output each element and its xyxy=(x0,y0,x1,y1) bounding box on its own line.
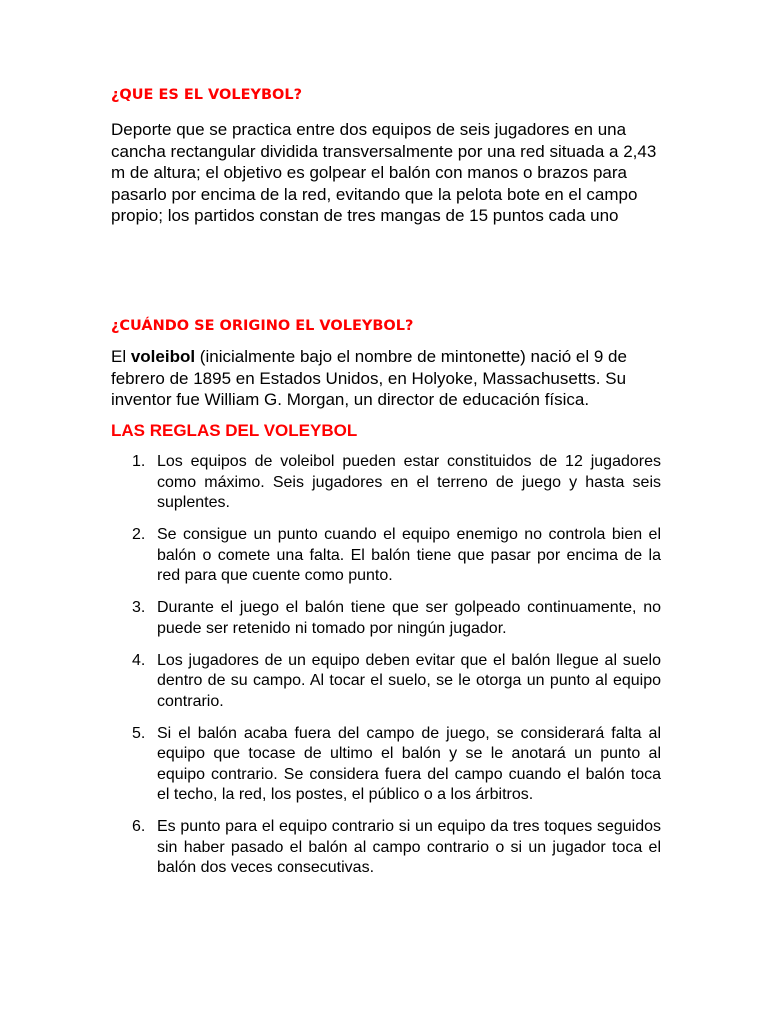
list-item xyxy=(111,525,661,587)
list-item xyxy=(111,651,661,713)
paragraph-origin-prefix: El xyxy=(111,347,131,366)
list-item-number: 2. xyxy=(132,526,146,543)
list-item-text: Los equipos de voleibol pueden estar constituidos de 12 jugadores como máximo. Seis jugadores en el terreno de juego y hasta seis suplentes. xyxy=(157,453,661,511)
list-item xyxy=(111,452,661,514)
list-item xyxy=(111,598,661,639)
rules-list xyxy=(111,452,661,890)
list-item-text: Durante el juego el balón tiene que ser golpeado continuamente, no puede ser retenido ni tomado por ningún jugador. xyxy=(157,599,661,637)
list-item xyxy=(111,817,661,879)
list-item xyxy=(111,724,661,806)
list-item-text: Si el balón acaba fuera del campo de juego, se considerará falta al equipo que tocase de ultimo el balón y se le anotará un punto al equipo contrario. Se considera fuera del campo cuando el balón toca el techo, la red, los postes, el público o a los árbitros. xyxy=(157,724,661,803)
section-heading-origin: ¿CUÁNDO SE ORIGINO EL VOLEYBOL? xyxy=(111,318,414,334)
list-item-text: Los jugadores de un equipo deben evitar que el balón llegue al suelo dentro de su campo. Al tocar el suelo, se le otorga un punto al equipo contrario. xyxy=(157,651,661,710)
list-item-number: 6. xyxy=(132,818,146,835)
list-item-number: 1. xyxy=(132,453,146,470)
paragraph-origin xyxy=(111,346,661,411)
list-item-text: Es punto para el equipo contrario si un equipo da tres toques seguidos sin haber pasado el balón al campo contrario o si un jugador toca el balón dos veces consecutivas. xyxy=(157,818,661,876)
list-item-number: 4. xyxy=(132,651,146,669)
list-item-number: 3. xyxy=(132,599,146,616)
paragraph-origin-rest: (inicialmente bajo el nombre de mintonette) nació el 9 de febrero de 1895 en Estados Unidos, en Holyoke, Massachusetts. Su inventor fue William G. Morgan, un director de educación física. xyxy=(111,347,627,409)
section-heading-rules: LAS REGLAS DEL VOLEYBOL xyxy=(111,421,358,440)
paragraph-what-is: Deporte que se practica entre dos equipos de seis jugadores en una cancha rectangular dividida transversalmente por una red situada a 2,43 m de altura; el objetivo es golpear el balón con manos o brazos para pasarlo por encima de la red, evitando que la pelota bote en el campo propio; los partidos constan de tres mangas de 15 puntos cada uno xyxy=(111,120,657,225)
section-heading-what-is: ¿QUE ES EL VOLEYBOL? xyxy=(111,87,303,103)
list-item-number: 5. xyxy=(132,724,146,742)
list-item-text: Se consigue un punto cuando el equipo enemigo no controla bien el balón o comete una falta. El balón tiene que pasar por encima de la red para que cuente como punto. xyxy=(157,526,661,584)
paragraph-origin-bold-term: voleibol xyxy=(130,347,196,366)
